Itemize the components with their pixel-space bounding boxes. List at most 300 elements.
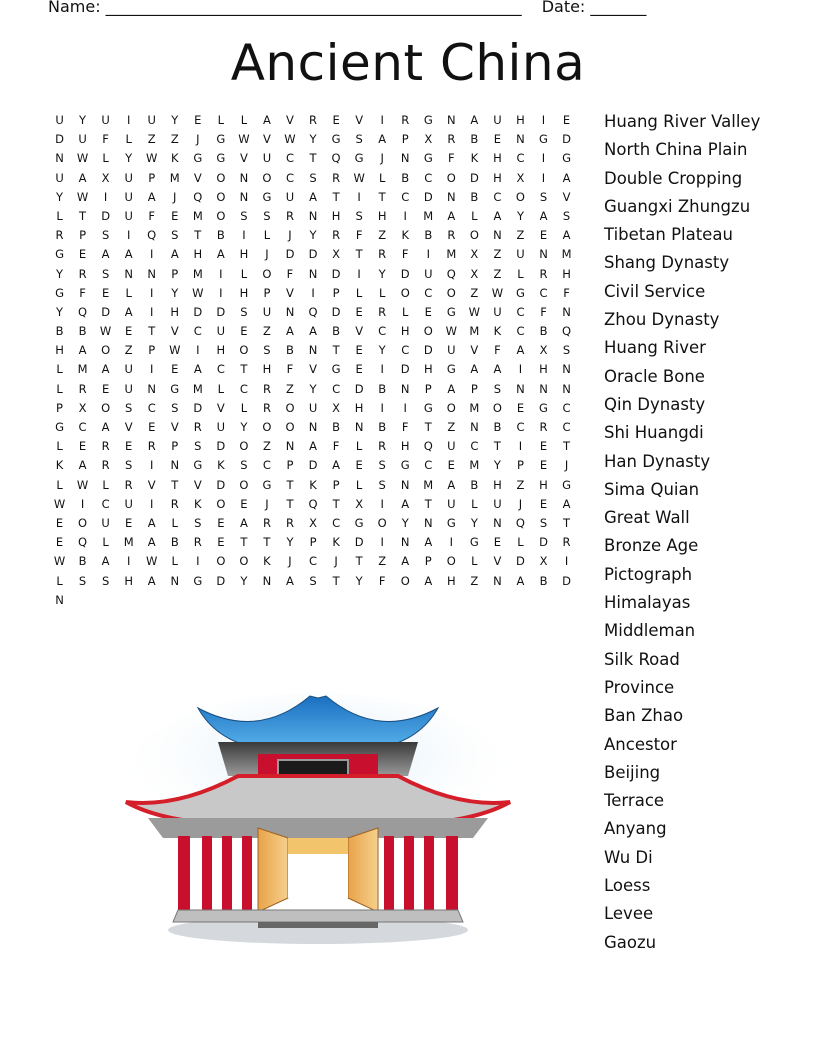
grid-cell: A: [286, 573, 294, 588]
grid-cell: A: [332, 458, 341, 473]
grid-cell: B: [216, 228, 225, 243]
grid-cell: N: [493, 515, 502, 530]
grid-cell: M: [169, 170, 180, 185]
grid-cell: N: [285, 439, 295, 454]
grid-cell: S: [171, 400, 179, 415]
word-list-item: Himalayas: [604, 593, 691, 613]
grid-cell: E: [355, 362, 363, 377]
grid-cell: P: [424, 381, 432, 396]
grid-cell: N: [55, 592, 64, 607]
grid-cell: O: [216, 554, 226, 569]
grid-cell: G: [446, 362, 456, 377]
grid-cell: Y: [56, 189, 64, 204]
grid-cell: A: [147, 515, 156, 530]
word-list: [604, 108, 760, 957]
grid-cell: T: [240, 362, 248, 377]
grid-cell: V: [355, 113, 364, 127]
grid-cell: B: [332, 420, 341, 434]
grid-cell: E: [125, 515, 133, 530]
grid-cell: S: [263, 343, 271, 358]
grid-cell: L: [378, 170, 386, 185]
grid-cell: P: [171, 266, 179, 281]
grid-cell: R: [447, 228, 456, 243]
grid-cell: Q: [331, 151, 341, 166]
grid-cell: F: [401, 247, 409, 262]
grid-cell: T: [378, 189, 386, 204]
grid-cell: Z: [470, 285, 479, 300]
grid-cell: I: [380, 535, 384, 550]
grid-cell: S: [194, 515, 202, 530]
grid-cell: U: [78, 132, 87, 147]
grid-cell: C: [285, 151, 294, 166]
grid-cell: D: [216, 304, 226, 319]
grid-cell: T: [148, 324, 156, 339]
grid-cell: N: [562, 304, 571, 319]
grid-cell: O: [262, 266, 272, 281]
grid-cell: I: [150, 247, 154, 262]
grid-cell: H: [216, 343, 226, 358]
grid-cell: V: [263, 132, 271, 147]
grid-cell: H: [516, 113, 525, 127]
grid-cell: L: [125, 132, 132, 147]
grid-cell: E: [125, 324, 133, 339]
grid-cell: A: [378, 132, 387, 147]
grid-cell: X: [539, 554, 548, 569]
grid-cell: K: [55, 458, 64, 473]
grid-cell: V: [493, 554, 502, 569]
grid-cell: J: [288, 554, 292, 569]
word-list-item: Loess: [604, 876, 651, 896]
grid-cell: B: [539, 573, 548, 588]
grid-cell: N: [493, 228, 502, 243]
grid-cell: D: [331, 304, 341, 319]
grid-cell: Q: [446, 266, 456, 281]
grid-cell: L: [217, 381, 225, 396]
grid-cell: J: [265, 247, 269, 262]
grid-cell: Y: [401, 515, 409, 530]
grid-cell: H: [446, 573, 456, 588]
grid-cell: Q: [193, 189, 203, 204]
grid-cell: C: [101, 496, 110, 511]
grid-cell: O: [239, 439, 249, 454]
grid-cell: E: [55, 515, 64, 530]
word-list-item: Zhou Dynasty: [604, 310, 720, 330]
grid-cell: E: [101, 381, 110, 396]
grid-cell: O: [239, 477, 249, 492]
grid-cell: I: [219, 266, 223, 281]
grid-cell: A: [493, 362, 502, 377]
grid-cell: I: [357, 189, 361, 204]
grid-cell: E: [78, 247, 87, 262]
grid-cell: R: [193, 535, 202, 550]
grid-cell: G: [516, 285, 525, 300]
grid-cell: C: [516, 324, 525, 339]
grid-cell: G: [354, 515, 364, 530]
grid-cell: R: [124, 477, 133, 492]
grid-cell: P: [148, 343, 156, 358]
grid-cell: D: [562, 573, 571, 588]
grid-cell: I: [380, 113, 384, 127]
grid-cell: O: [285, 400, 295, 415]
grid-cell: Z: [170, 132, 179, 147]
grid-cell: H: [493, 477, 502, 492]
grid-cell: R: [262, 515, 271, 530]
grid-cell: Y: [56, 266, 64, 281]
grid-cell: I: [541, 170, 546, 185]
grid-cell: G: [354, 151, 364, 166]
grid-cell: N: [539, 247, 548, 262]
grid-cell: P: [79, 228, 87, 243]
grid-cell: J: [518, 496, 523, 511]
grid-cell: U: [285, 189, 295, 204]
grid-cell: N: [239, 170, 249, 185]
grid-cell: R: [332, 228, 341, 243]
grid-cell: A: [286, 324, 294, 339]
grid-cell: O: [216, 496, 226, 511]
grid-cell: E: [562, 113, 571, 127]
grid-cell: W: [146, 151, 158, 166]
grid-cell: L: [56, 362, 63, 377]
grid-cell: S: [78, 573, 87, 588]
grid-cell: C: [285, 170, 294, 185]
grid-cell: R: [101, 458, 110, 473]
grid-cell: R: [378, 304, 387, 319]
grid-cell: I: [196, 554, 200, 569]
grid-cell: U: [447, 343, 456, 358]
grid-cell: A: [447, 208, 456, 223]
grid-cell: Y: [516, 208, 524, 223]
grid-cell: A: [424, 573, 433, 588]
grid-cell: D: [216, 439, 226, 454]
word-list-item: Double Cropping: [604, 168, 743, 188]
grid-cell: G: [193, 151, 203, 166]
grid-cell: C: [378, 324, 387, 339]
grid-cell: E: [424, 304, 432, 319]
word-list-item: Province: [604, 677, 675, 697]
grid-cell: O: [216, 170, 226, 185]
grid-cell: T: [332, 343, 340, 358]
grid-cell: E: [148, 420, 156, 434]
grid-cell: P: [516, 458, 524, 473]
grid-cell: W: [353, 170, 365, 185]
grid-cell: W: [53, 496, 66, 511]
grid-cell: U: [124, 362, 133, 377]
grid-cell: O: [446, 170, 456, 185]
grid-cell: O: [216, 208, 226, 223]
grid-cell: H: [539, 477, 548, 492]
grid-cell: Y: [286, 535, 294, 550]
grid-cell: H: [262, 362, 272, 377]
word-list-item: Anyang: [604, 819, 667, 839]
grid-cell: I: [150, 458, 154, 473]
grid-cell: B: [401, 170, 410, 185]
grid-cell: I: [541, 113, 546, 127]
grid-cell: A: [424, 535, 433, 550]
grid-cell: R: [332, 170, 341, 185]
grid-cell: L: [102, 151, 109, 166]
grid-cell: J: [334, 554, 338, 569]
grid-cell: Z: [516, 228, 525, 243]
grid-cell: D: [331, 266, 341, 281]
grid-cell: A: [101, 420, 110, 434]
grid-cell: R: [78, 381, 87, 396]
grid-cell: D: [216, 573, 226, 588]
grid-cell: U: [516, 247, 525, 262]
grid-cell: N: [147, 266, 157, 281]
page-title: Ancient China: [230, 34, 586, 92]
grid-cell: U: [124, 496, 133, 511]
grid-cell: D: [101, 304, 111, 319]
word-list-item: Shi Huangdi: [604, 423, 704, 443]
grid-cell: K: [309, 477, 317, 492]
grid-cell: I: [403, 400, 407, 415]
grid-cell: U: [424, 266, 433, 281]
grid-cell: C: [424, 285, 433, 300]
grid-cell: A: [193, 362, 202, 377]
grid-cell: N: [400, 535, 410, 550]
grid-cell: W: [445, 324, 457, 339]
grid-cell: P: [309, 535, 317, 550]
grid-cell: L: [171, 515, 178, 530]
grid-cell: U: [447, 439, 456, 454]
grid-cell: Q: [515, 515, 525, 530]
grid-cell: A: [147, 535, 156, 550]
grid-cell: N: [308, 208, 318, 223]
grid-cell: T: [309, 151, 317, 166]
grid-cell: G: [446, 304, 456, 319]
grid-cell: E: [217, 515, 225, 530]
grid-cell: Y: [79, 113, 87, 127]
grid-cell: Q: [423, 439, 433, 454]
grid-cell: F: [401, 420, 409, 434]
grid-cell: G: [562, 477, 572, 492]
grid-cell: A: [447, 381, 456, 396]
word-list-item: Oracle Bone: [604, 366, 705, 386]
grid-cell: Y: [171, 113, 179, 127]
grid-cell: L: [171, 554, 178, 569]
grid-cell: Z: [470, 573, 479, 588]
grid-cell: E: [539, 496, 548, 511]
grid-cell: E: [355, 343, 363, 358]
grid-cell: I: [449, 535, 454, 550]
grid-cell: C: [262, 458, 271, 473]
grid-cell: S: [101, 266, 110, 281]
grid-cell: A: [216, 247, 225, 262]
grid-cell: V: [355, 324, 364, 339]
grid-cell: A: [124, 247, 133, 262]
grid-cell: Y: [493, 458, 501, 473]
grid-cell: O: [469, 228, 479, 243]
grid-cell: G: [446, 515, 456, 530]
grid-cell: D: [216, 477, 226, 492]
grid-cell: Z: [378, 228, 387, 243]
grid-cell: A: [493, 208, 502, 223]
grid-cell: Y: [355, 573, 363, 588]
grid-cell: B: [470, 189, 479, 204]
grid-cell: G: [193, 458, 203, 473]
grid-cell: J: [173, 189, 177, 204]
grid-cell: I: [564, 554, 569, 569]
grid-cell: L: [517, 535, 524, 550]
grid-cell: F: [355, 228, 363, 243]
grid-cell: I: [426, 247, 430, 262]
grid-cell: Y: [470, 515, 478, 530]
grid-cell: O: [515, 189, 525, 204]
grid-cell: G: [400, 458, 410, 473]
grid-cell: A: [101, 362, 110, 377]
grid-cell: W: [238, 132, 250, 147]
word-list-item: Qin Dynasty: [604, 394, 706, 414]
grid-cell: O: [446, 400, 456, 415]
grid-cell: Z: [493, 266, 502, 281]
grid-cell: Y: [125, 151, 133, 166]
grid-cell: O: [400, 573, 410, 588]
grid-cell: Q: [147, 228, 157, 243]
grid-cell: F: [79, 285, 86, 300]
grid-cell: P: [332, 477, 340, 492]
grid-cell: I: [518, 362, 523, 377]
grid-cell: A: [170, 247, 179, 262]
grid-cell: U: [493, 113, 502, 127]
grid-cell: L: [378, 285, 386, 300]
grid-cell: L: [240, 400, 248, 415]
grid-cell: M: [423, 208, 434, 223]
grid-cell: O: [262, 170, 272, 185]
grid-cell: E: [194, 113, 202, 127]
grid-cell: D: [423, 189, 433, 204]
grid-cell: T: [493, 439, 501, 454]
grid-cell: G: [423, 113, 433, 127]
grid-cell: N: [493, 573, 502, 588]
grid-cell: X: [332, 247, 341, 262]
grid-cell: N: [262, 573, 272, 588]
grid-cell: H: [493, 170, 502, 185]
grid-cell: L: [471, 554, 478, 569]
grid-cell: Y: [240, 420, 248, 434]
grid-cell: C: [470, 439, 479, 454]
grid-cell: F: [540, 304, 547, 319]
grid-cell: J: [265, 496, 269, 511]
grid-cell: E: [493, 535, 502, 550]
grid-cell: H: [493, 151, 502, 166]
grid-cell: Y: [309, 228, 317, 243]
grid-cell: H: [170, 304, 180, 319]
grid-cell: N: [354, 420, 364, 434]
grid-cell: U: [124, 208, 133, 223]
grid-cell: C: [516, 304, 525, 319]
grid-cell: Z: [263, 324, 271, 339]
grid-cell: N: [562, 381, 571, 396]
grid-cell: Z: [493, 247, 502, 262]
word-list-item: Bronze Age: [604, 536, 699, 556]
word-list-item: Silk Road: [604, 649, 680, 669]
grid-cell: L: [56, 477, 63, 492]
grid-cell: B: [78, 324, 87, 339]
grid-cell: A: [401, 496, 410, 511]
grid-cell: I: [380, 362, 384, 377]
grid-cell: A: [78, 458, 87, 473]
grid-cell: C: [539, 285, 548, 300]
grid-cell: L: [125, 285, 132, 300]
grid-cell: I: [150, 285, 154, 300]
grid-cell: X: [309, 515, 317, 530]
grid-cell: C: [516, 420, 525, 434]
grid-cell: C: [516, 151, 525, 166]
grid-cell: K: [470, 151, 479, 166]
grid-cell: E: [516, 400, 525, 415]
grid-cell: P: [286, 458, 294, 473]
grid-cell: R: [285, 515, 294, 530]
word-list-item: Han Dynasty: [604, 451, 711, 471]
grid-cell: A: [147, 189, 156, 204]
grid-cell: G: [539, 132, 548, 147]
grid-cell: G: [55, 420, 64, 434]
grid-cell: H: [193, 247, 203, 262]
grid-cell: A: [562, 228, 571, 243]
grid-cell: H: [400, 439, 410, 454]
grid-cell: E: [539, 439, 548, 454]
grid-cell: N: [55, 151, 64, 166]
grid-cell: Z: [378, 554, 387, 569]
word-list-item: Pictograph: [604, 564, 693, 584]
grid-cell: O: [446, 285, 456, 300]
grid-cell: S: [240, 208, 248, 223]
grid-cell: U: [493, 304, 502, 319]
grid-cell: I: [150, 304, 154, 319]
letter-grid: [48, 111, 578, 610]
word-list-item: Tibetan Plateau: [604, 225, 733, 245]
grid-cell: S: [240, 458, 248, 473]
grid-cell: L: [517, 266, 524, 281]
grid-cell: Z: [516, 477, 525, 492]
grid-cell: M: [469, 458, 480, 473]
grid-cell: W: [284, 132, 296, 147]
grid-cell: A: [78, 170, 87, 185]
grid-cell: E: [447, 458, 455, 473]
grid-cell: B: [493, 420, 502, 434]
grid-cell: T: [240, 535, 248, 550]
grid-cell: I: [126, 228, 131, 243]
grid-cell: W: [53, 554, 66, 569]
grid-cell: Z: [447, 420, 456, 434]
grid-cell: T: [171, 477, 179, 492]
grid-cell: I: [242, 228, 246, 243]
grid-cell: T: [286, 496, 294, 511]
grid-cell: B: [539, 324, 548, 339]
grid-cell: S: [125, 400, 133, 415]
grid-cell: R: [285, 208, 294, 223]
grid-cell: B: [55, 324, 64, 339]
grid-cell: O: [262, 420, 272, 434]
grid-cell: U: [216, 324, 226, 339]
grid-cell: C: [562, 420, 571, 434]
grid-cell: S: [309, 573, 317, 588]
grid-cell: U: [101, 515, 110, 530]
grid-cell: M: [192, 266, 203, 281]
grid-cell: O: [423, 324, 433, 339]
grid-cell: F: [148, 208, 156, 223]
grid-cell: V: [124, 420, 133, 434]
grid-cell: E: [240, 324, 248, 339]
grid-cell: G: [262, 189, 272, 204]
grid-cell: F: [286, 266, 294, 281]
grid-cell: M: [192, 381, 203, 396]
grid-cell: P: [148, 170, 156, 185]
grid-cell: U: [308, 400, 318, 415]
grid-cell: K: [493, 324, 502, 339]
grid-cell: D: [354, 535, 364, 550]
grid-cell: N: [285, 304, 295, 319]
